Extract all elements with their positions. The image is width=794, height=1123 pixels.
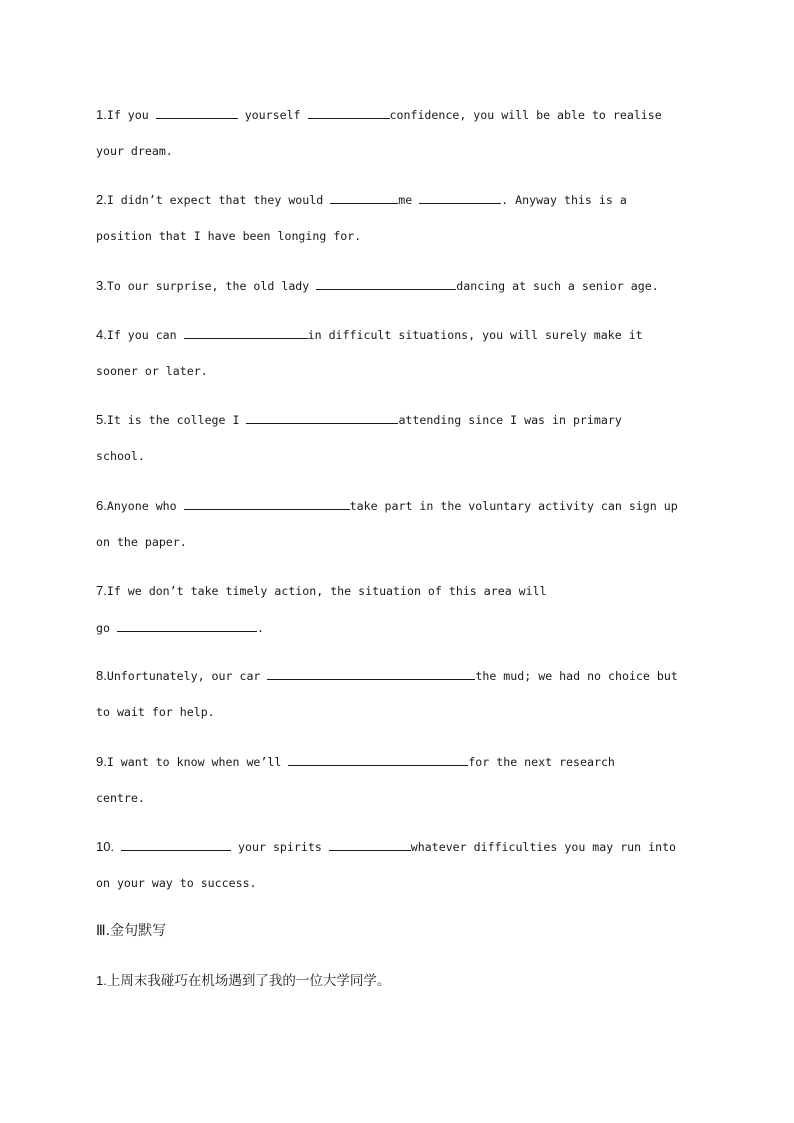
question-8-line-2: to wait for help. xyxy=(96,705,215,719)
question-7-line-2: go . xyxy=(96,621,264,635)
answer-blank[interactable] xyxy=(121,839,231,851)
question-7-line-1: 7.If we don’t take timely action, the situation of this area will xyxy=(96,583,547,598)
question-4-line-2: sooner or later. xyxy=(96,364,208,378)
answer-blank[interactable] xyxy=(267,668,475,680)
question-9-line-2: centre. xyxy=(96,791,145,805)
answer-blank[interactable] xyxy=(330,192,398,204)
answer-blank[interactable] xyxy=(329,839,411,851)
answer-blank[interactable] xyxy=(156,107,238,119)
answer-blank[interactable] xyxy=(288,754,468,766)
question-1-line-2: your dream. xyxy=(96,144,173,158)
answer-blank[interactable] xyxy=(246,412,398,424)
question-5-line-2: school. xyxy=(96,449,145,463)
answer-blank[interactable] xyxy=(184,498,350,510)
question-2-line-2: position that I have been longing for. xyxy=(96,229,362,243)
answer-blank[interactable] xyxy=(184,327,308,339)
question-3-line-1: 3.To our surprise, the old lady dancing at such a senior age. xyxy=(96,278,659,293)
question-4-line-1: 4.If you can in difficult situations, you will surely make it xyxy=(96,327,643,342)
answer-blank[interactable] xyxy=(117,620,257,632)
question-8-line-1: 8.Unfortunately, our car the mud; we had no choice but xyxy=(96,668,678,683)
answer-blank[interactable] xyxy=(316,278,456,290)
question-10-line-1: 10. your spirits whatever difficulties you may run into xyxy=(96,839,677,854)
question-6-line-1: 6.Anyone who take part in the voluntary activity can sign up xyxy=(96,498,678,513)
question-6-line-2: on the paper. xyxy=(96,535,187,549)
answer-blank[interactable] xyxy=(419,192,501,204)
question-9-line-1: 9.I want to know when we’ll for the next research xyxy=(96,754,615,769)
answer-blank[interactable] xyxy=(308,107,390,119)
section-title: Ⅲ.金句默写 xyxy=(96,923,167,939)
question-1-line-1: 1.If you yourself confidence, you will be able to realise xyxy=(96,107,662,122)
sentence-1: 1.上周末我碰巧在机场遇到了我的一位大学同学。 xyxy=(96,973,391,989)
question-10-line-2: on your way to success. xyxy=(96,876,257,890)
question-2-line-1: 2.I didn’t expect that they would me . Anyway this is a xyxy=(96,192,627,207)
question-5-line-1: 5.It is the college I attending since I was in primary xyxy=(96,412,622,427)
